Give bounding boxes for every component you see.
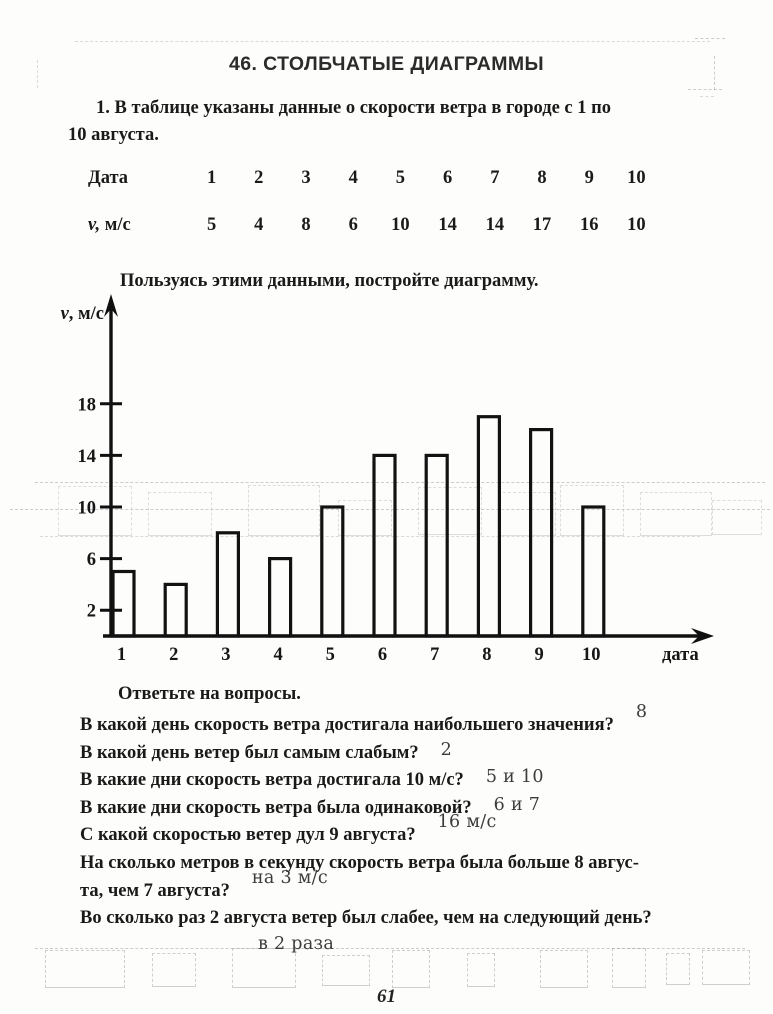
bar-day-2 — [165, 584, 186, 636]
x-tick-label: 9 — [534, 645, 544, 665]
y-tick-label: 2 — [86, 601, 96, 622]
question-list — [80, 702, 752, 960]
table-cell-speed: 4 — [254, 215, 264, 235]
bar-day-6 — [374, 455, 395, 636]
y-tick-label: 6 — [86, 550, 96, 571]
handwritten-answer: 8 — [635, 702, 648, 722]
handwritten-answer: 5 и 10 — [485, 767, 544, 788]
handwritten-answer: 2 — [440, 739, 453, 760]
y-axis-ticks — [78, 395, 123, 621]
question-line — [80, 767, 752, 795]
table-cell-speed: 5 — [206, 215, 217, 235]
table-cell-speed: 10 — [627, 215, 646, 235]
x-tick-label: 5 — [325, 645, 335, 665]
table-cell-date: 7 — [490, 168, 500, 188]
handwritten-answer: на 3 м/с — [251, 867, 328, 888]
instruction-text: Пользуясь этими данными, постройте диаграмму. — [120, 271, 539, 291]
y-axis-label: v, м/с — [60, 304, 104, 324]
bar-day-1 — [113, 572, 134, 637]
question-line — [80, 867, 752, 906]
question-text: Во сколько раз 2 августа ветер был слабее, чем на следующий день? — [80, 908, 652, 929]
question-text: В какие дни скорость ветра была одинаковой? — [80, 797, 472, 818]
table-cell-date: 2 — [254, 168, 264, 188]
x-tick-label: 4 — [273, 645, 283, 665]
bar-day-4 — [270, 559, 291, 636]
table-cell-date: 3 — [301, 168, 311, 188]
question-line — [80, 905, 752, 933]
bar-day-8 — [478, 417, 499, 636]
x-tick-label: 1 — [116, 645, 127, 665]
problem-statement-line1: 1. В таблице указаны данные о скорости ветра в городе с 1 по — [96, 98, 612, 118]
section-title: 46. СТОЛБЧАТЫЕ ДИАГРАММЫ — [228, 53, 545, 75]
x-axis-label: дата — [662, 645, 699, 665]
question-line — [80, 812, 752, 850]
question-line — [80, 933, 752, 961]
x-tick-label: 3 — [221, 645, 231, 665]
problem-statement-line2: 10 августа. — [68, 125, 159, 145]
table-cell-speed: 16 — [579, 215, 599, 235]
x-axis-tick-labels — [117, 645, 601, 665]
table-cell-date: 5 — [395, 168, 406, 188]
table-cell-speed: 14 — [438, 215, 457, 235]
question-line — [80, 850, 752, 878]
x-tick-label: 7 — [430, 645, 440, 665]
x-tick-label: 6 — [377, 645, 388, 665]
x-tick-label: 8 — [482, 645, 492, 665]
handwritten-answer: в 2 раза — [258, 933, 335, 954]
bar-day-3 — [217, 533, 238, 636]
table-cell-date: 4 — [348, 168, 358, 188]
table-cell-speed: 8 — [301, 215, 311, 235]
table-cell-speed: 10 — [391, 215, 410, 235]
table-cell-speed: 14 — [485, 215, 505, 235]
table-cell-speed: 17 — [532, 215, 552, 235]
table-row-dates-label: Дата — [88, 168, 129, 188]
table-cell-speed: 6 — [348, 215, 358, 235]
table-cell-date: 9 — [584, 168, 594, 188]
table-cell-date: 10 — [627, 168, 646, 188]
question-text: На сколько метров в секунду скорость ветра была больше 8 авгус- — [80, 852, 639, 873]
bar-day-7 — [426, 455, 447, 636]
page-number: 61 — [377, 986, 396, 1007]
x-tick-label: 2 — [169, 645, 179, 665]
bar-day-5 — [322, 507, 343, 636]
question-line — [80, 702, 752, 740]
table-cell-date: 8 — [537, 168, 547, 188]
question-line — [80, 740, 752, 768]
handwritten-answer: 6 и 7 — [493, 794, 541, 815]
questions-intro: Ответьте на вопросы. — [118, 684, 301, 704]
table-row-speeds-label: v, м/с — [88, 215, 131, 235]
chart-bars — [113, 417, 604, 636]
x-tick-label: 10 — [582, 645, 601, 665]
bar-day-9 — [531, 430, 552, 636]
y-tick-label: 18 — [77, 395, 96, 416]
question-text: та, чем 7 августа? — [80, 880, 230, 901]
question-line — [80, 795, 752, 823]
question-text: В какие дни скорость ветра достигала 10 м/с? — [80, 770, 464, 791]
y-tick-label: 14 — [77, 446, 96, 467]
y-tick-label: 10 — [77, 498, 96, 519]
question-text: В какой день скорость ветра достигала наибольшего значения? — [80, 715, 614, 735]
table-cell-date: 6 — [442, 168, 453, 188]
question-text: В какой день ветер был самым слабым? — [80, 742, 419, 763]
bar-day-10 — [583, 507, 604, 636]
table-cell-date: 1 — [206, 168, 217, 188]
question-text: С какой скоростью ветер дул 9 августа? — [80, 825, 416, 846]
handwritten-answer: 16 м/с — [437, 812, 497, 833]
